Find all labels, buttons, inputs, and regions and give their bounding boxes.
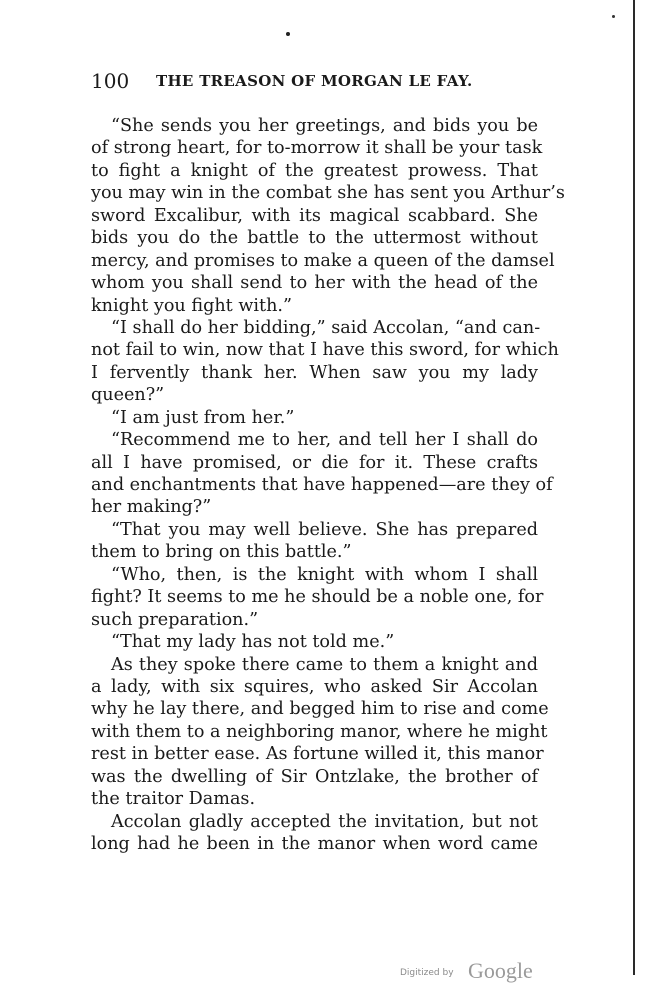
text-line: knight you fight with.”: [91, 295, 292, 316]
text-line: such preparation.”: [91, 609, 259, 630]
text-line: her making?”: [91, 497, 212, 518]
running-title: THE TREASON OF MORGAN LE FAY.: [156, 72, 473, 90]
page-number: 100: [91, 69, 130, 93]
text-line: “She sends you her greetings, and bids you be: [111, 116, 538, 136]
text-line: whom you shall send to her with the head of the: [91, 273, 538, 294]
page-header: [91, 68, 541, 94]
text-line: bids you do the battle to the uttermost without: [91, 228, 538, 249]
watermark-prefix: Digitized by: [400, 968, 454, 978]
text-line: “Recommend me to her, and tell her I shall do: [111, 430, 538, 451]
text-line: the traitor Damas.: [91, 789, 256, 810]
page-edge-line: [633, 0, 635, 975]
ink-speck-corner: [612, 15, 615, 18]
text-line: was the dwelling of Sir Ontzlake, the brother of: [91, 766, 538, 787]
text-line: and enchantments that have happened—are they of: [91, 475, 553, 495]
text-line: to fight a knight of the greatest prowess. That: [91, 160, 538, 181]
google-logo: Google: [468, 958, 533, 983]
text-line: rest in better ease. As fortune willed it, this manor: [91, 744, 544, 765]
digitized-by-google-watermark: [400, 958, 540, 988]
text-line: “I am just from her.”: [111, 407, 295, 428]
text-line: I fervently thank her. When saw you my lady: [91, 362, 538, 383]
text-line: you may win in the combat she has sent you Arthur’s: [91, 183, 565, 204]
text-line: all I have promised, or die for it. These crafts: [91, 452, 538, 473]
text-line: why he lay there, and begged him to rise and come: [91, 699, 549, 720]
text-line: sword Excalibur, with its magical scabbard. She: [91, 205, 538, 226]
text-line: “I shall do her bidding,” said Accolan, “and can-: [111, 317, 541, 338]
text-line: mercy, and promises to make a queen of the damsel: [91, 250, 555, 271]
text-line: Accolan gladly accepted the invitation, but not: [111, 811, 538, 832]
text-line: As they spoke there came to them a knight and: [111, 654, 538, 675]
text-line: queen?”: [91, 385, 165, 406]
text-line: them to bring on this battle.”: [91, 542, 352, 563]
text-line: with them to a neighboring manor, where he might: [91, 721, 548, 742]
body-text: [91, 115, 565, 855]
text-line: a lady, with six squires, who asked Sir Accolan: [91, 676, 538, 697]
text-line: long had he been in the manor when word came: [91, 834, 538, 854]
ink-speck: [286, 32, 290, 36]
text-line: fight? It seems to me he should be a noble one, for: [91, 587, 544, 608]
text-line: of strong heart, for to-morrow it shall be your task: [91, 138, 543, 159]
text-line: “That my lady has not told me.”: [111, 632, 395, 653]
text-line: “That you may well believe. She has prepared: [111, 519, 538, 540]
text-line: “Who, then, is the knight with whom I shall: [111, 564, 538, 585]
text-line: not fail to win, now that I have this sword, for which: [91, 340, 559, 361]
